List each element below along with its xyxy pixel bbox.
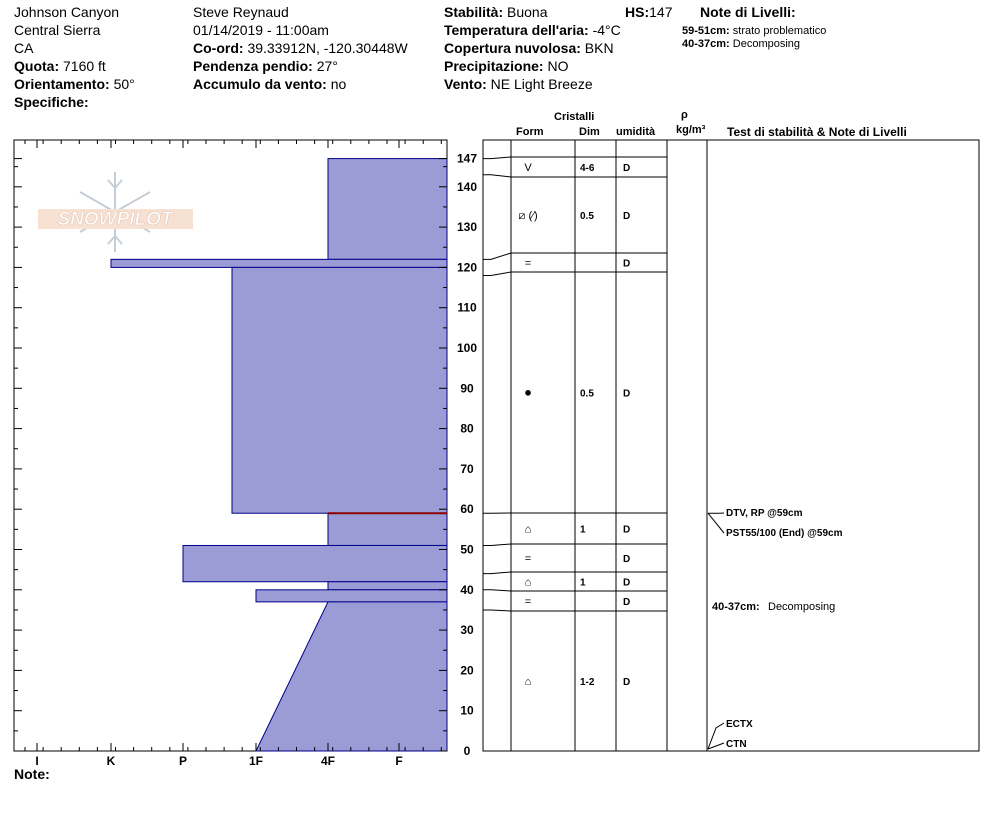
layer-form-2: ⧄ (⁄) xyxy=(518,210,538,222)
depth-connector xyxy=(483,175,511,177)
specifics-label: Specifiche: xyxy=(14,94,89,110)
depth-connector xyxy=(483,572,511,574)
test-note-4: ECTX xyxy=(726,719,753,730)
layer-moisture-6: D xyxy=(623,554,631,565)
aspect-value: 50° xyxy=(113,76,135,92)
datetime: 01/14/2019 - 11:00am xyxy=(193,22,329,38)
layer-size-1: 4-6 xyxy=(580,163,595,174)
hardness-tick-label: P xyxy=(178,754,188,768)
elevation-label: Quota: xyxy=(14,58,60,74)
layer-form-1: V xyxy=(524,162,532,174)
hardness-tick-label: 4F xyxy=(320,754,336,768)
col-density: kg/m³ xyxy=(676,124,706,136)
coord-label: Co-ord: xyxy=(193,40,244,56)
layer-note-1-text: strato problematico xyxy=(732,25,827,37)
depth-tick-label: 140 xyxy=(456,179,478,194)
layer-moisture-8: D xyxy=(623,597,631,608)
layer-form-4: ● xyxy=(524,384,532,400)
slope-value: 27° xyxy=(316,58,338,74)
state: CA xyxy=(14,40,34,56)
col-rho: ρ xyxy=(681,109,688,121)
depth-connector xyxy=(483,272,511,275)
wind-value: NE Light Breeze xyxy=(490,76,593,92)
wind-load-label: Accumulo da vento: xyxy=(193,76,327,92)
wind-label: Vento: xyxy=(444,76,487,92)
col-size: Dim xyxy=(579,126,600,138)
layer-table-frame xyxy=(483,140,979,751)
hardness-tick-label: 1F xyxy=(248,754,264,768)
depth-tick-label: 60 xyxy=(460,502,474,517)
layer-size-7: 1 xyxy=(580,577,586,589)
wind-load-value: no xyxy=(330,76,347,92)
depth-tick-label: 130 xyxy=(456,220,478,235)
layer-form-5: ⌂ xyxy=(524,523,532,536)
depth-connector xyxy=(483,253,511,259)
col-form: Form xyxy=(516,126,544,138)
location: Johnson Canyon xyxy=(14,4,120,20)
layer-size-5: 1 xyxy=(580,524,586,536)
depth-tick-label: 70 xyxy=(460,461,474,476)
layer-notes-label: Note di Livelli: xyxy=(700,4,796,20)
layer-moisture-3: D xyxy=(623,258,631,270)
hardness-layer-8 xyxy=(256,602,447,751)
test-note-3-detail: Decomposing xyxy=(768,601,836,613)
test-note-1: DTV, RP @59cm xyxy=(726,508,803,519)
coord-value: 39.33912N, -120.30448W xyxy=(247,40,408,56)
layer-form-8: = xyxy=(524,596,532,608)
observer: Steve Reynaud xyxy=(193,4,289,20)
air-temp-label: Temperatura dell'aria: xyxy=(444,22,589,38)
hardness-layer-7 xyxy=(256,590,447,602)
range: Central Sierra xyxy=(14,22,101,38)
sky-value: BKN xyxy=(584,40,614,56)
aspect-label: Orientamento: xyxy=(14,76,110,92)
layer-note-1-depth: 59-51cm: xyxy=(682,25,730,37)
test-pointer xyxy=(708,513,724,533)
test-pointer xyxy=(708,723,724,749)
depth-connector xyxy=(483,590,511,591)
layer-size-4: 0.5 xyxy=(580,388,594,400)
stability-label: Stabilità: xyxy=(444,4,504,20)
hardness-layer-3 xyxy=(232,267,447,513)
hardness-layer-2 xyxy=(111,259,447,267)
hs-value: 147 xyxy=(649,4,673,20)
layer-form-3: = xyxy=(524,257,532,270)
snowpilot-logo xyxy=(38,172,193,252)
layer-moisture-2: D xyxy=(623,211,631,222)
layer-note-2-text: Decomposing xyxy=(732,38,801,50)
note-label: Note: xyxy=(14,766,50,782)
depth-connector xyxy=(483,610,511,611)
stability-value: Buona xyxy=(507,4,548,20)
layer-moisture-7: D xyxy=(623,577,631,589)
logo-text: SNOWPILOT xyxy=(57,209,173,230)
air-temp-value: -4°C xyxy=(592,22,621,38)
layer-note-2-depth: 40-37cm: xyxy=(682,38,730,50)
col-tests: Test di stabilità & Note di Livelli xyxy=(727,125,907,139)
hardness-tick-label: F xyxy=(395,754,403,768)
hardness-layer-1 xyxy=(328,159,447,260)
hs-label: HS: xyxy=(625,4,650,20)
layer-moisture-4: D xyxy=(623,388,631,400)
hardness-tick-label: I xyxy=(35,754,39,768)
depth-tick-label: 40 xyxy=(460,582,474,597)
test-note-3-depth: 40-37cm: xyxy=(712,601,760,613)
layer-form-9: ⌂ xyxy=(524,676,532,688)
hardness-layer-5 xyxy=(183,545,447,581)
layer-moisture-9: D xyxy=(623,677,631,688)
depth-tick-label: 110 xyxy=(457,300,477,315)
test-note-5: CTN xyxy=(726,739,747,750)
precip-value: NO xyxy=(547,58,569,74)
layer-form-6: = xyxy=(524,553,532,565)
col-moisture: umidità xyxy=(616,126,656,138)
depth-tick-label: 50 xyxy=(460,542,474,557)
layer-moisture-1: D xyxy=(623,163,631,174)
hardness-layer-4 xyxy=(328,513,447,545)
depth-tick-label: 10 xyxy=(460,703,474,718)
depth-tick-label: 80 xyxy=(460,421,474,436)
precip-label: Precipitazione: xyxy=(444,58,544,74)
depth-tick-label: 0 xyxy=(463,744,471,758)
layer-moisture-5: D xyxy=(623,524,631,536)
depth-tick-label: 90 xyxy=(460,381,474,396)
slope-label: Pendenza pendio: xyxy=(193,58,313,74)
elevation-value: 7160 ft xyxy=(63,58,106,74)
depth-tick-label: 120 xyxy=(456,260,478,275)
depth-tick-label: 20 xyxy=(460,663,474,678)
test-note-2: PST55/100 (End) @59cm xyxy=(726,528,843,539)
hardness-tick-label: K xyxy=(106,754,116,768)
layer-form-7: ⌂ xyxy=(524,576,532,589)
hardness-layer-6 xyxy=(328,582,447,590)
layer-size-2: 0.5 xyxy=(580,211,594,222)
depth-tick-label: 100 xyxy=(456,341,478,355)
depth-tick-label: 147 xyxy=(456,151,478,166)
layer-size-9: 1-2 xyxy=(580,677,595,688)
sky-label: Copertura nuvolosa: xyxy=(444,40,581,56)
depth-tick-label: 30 xyxy=(460,623,474,638)
depth-connector xyxy=(483,157,511,159)
col-crystals: Cristalli xyxy=(554,111,595,123)
depth-connector xyxy=(483,544,511,545)
